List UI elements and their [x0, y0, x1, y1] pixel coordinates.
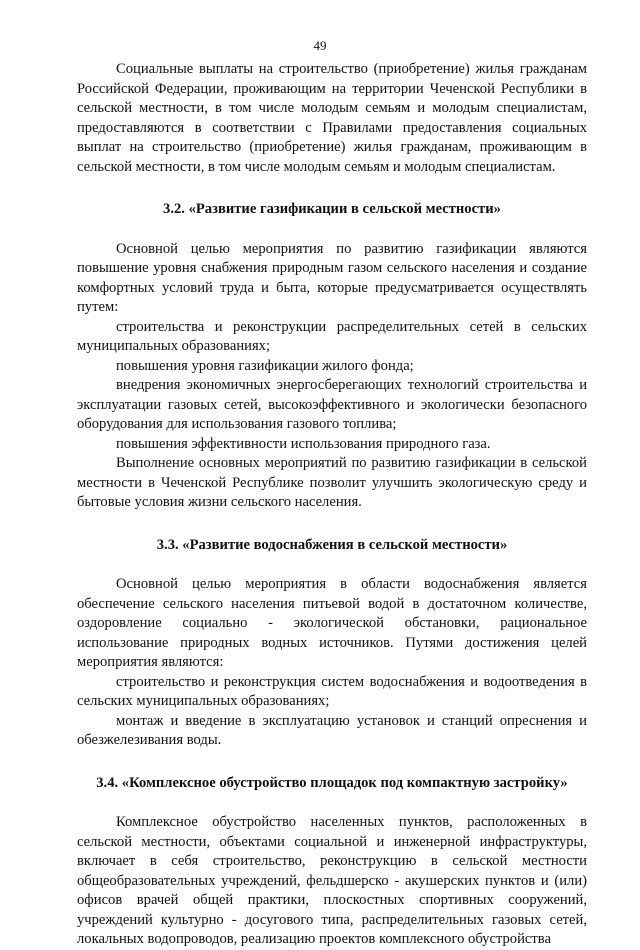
section-heading-3-3: 3.3. «Развитие водоснабжения в сельской местности»	[156, 536, 508, 553]
section-heading-3-2: 3.2. «Развитие газификации в сельской местности»	[163, 201, 501, 217]
list-item: строительство и реконструкция систем водоснабжения и водоотведения в сельских муниципальных образованиях;	[77, 673, 587, 709]
page-content	[77, 60, 587, 950]
list-item: повышения уровня газификации жилого фонда;	[116, 357, 414, 374]
list-item: строительства и реконструкции распределительных сетей в сельских муниципальных образованиях;	[77, 318, 587, 354]
paragraph: Основной целью мероприятия по развитию газификации являются повышение уровня снабжения природным газом сельского населения и создание комфортных условий труда и быта, которые предусматривается осуществлять путем:	[77, 240, 587, 315]
intro-paragraph: Социальные выплаты на строительство (приобретение) жилья гражданам Российской Федерации, проживающим на территории Чеченской Республики в сельской местности, в том числе молодым семьям и молодым специалистам, предоставляются в соответствии с Правилами предоставления социальных выплат на строительство (приобретение) жилья гражданам, проживающим в сельской местности, в том числе молодым семьям и молодым специалистам.	[77, 61, 587, 175]
list-item: монтаж и введение в эксплуатацию установок и станций опреснения и обезжелезивания воды.	[77, 712, 587, 748]
section-body-3-3	[77, 575, 587, 751]
section-heading-3-4: 3.4. «Комплексное обустройство площадок под компактную застройку»	[96, 774, 568, 791]
page-number: 49	[313, 38, 327, 53]
paragraph: Выполнение основных мероприятий по развитию газификации в сельской местности в Чеченской Республике позволит улучшить экологическую среду и бытовые условия жизни сельского населения.	[77, 455, 587, 510]
section-body-3-4	[77, 813, 587, 950]
list-item: повышения эффективности использования природного газа.	[116, 435, 491, 452]
list-item: внедрения экономичных энергосберегающих технологий строительства и эксплуатации газовых сетей, высокоэффективного и экологически безопасного оборудования для использования газового топлива;	[77, 377, 587, 432]
section-body-3-2	[77, 240, 587, 513]
paragraph: Основной целью мероприятия в области водоснабжения является обеспечение сельского населения питьевой водой в достаточном количестве, оздоровление социально - экологической обстановки, рациональное использование природных водных источников. Путями достижения целей мероприятия являются:	[77, 576, 587, 670]
paragraph: Комплексное обустройство населенных пунктов, расположенных в сельской местности, объектами социальной и инженерной инфраструктуры, включает в себя строительство, реконструкцию в сельской местности общеобразовательных учреждений, фельдшерско - акушерских пунктов и (или) офисов врачей общей практики, плоскостных спортивных сооружений, учреждений культурно - досугового типа, распределительных газовых сетей, локальных водопроводов, реализацию проектов комплексного обустройства	[77, 814, 587, 947]
